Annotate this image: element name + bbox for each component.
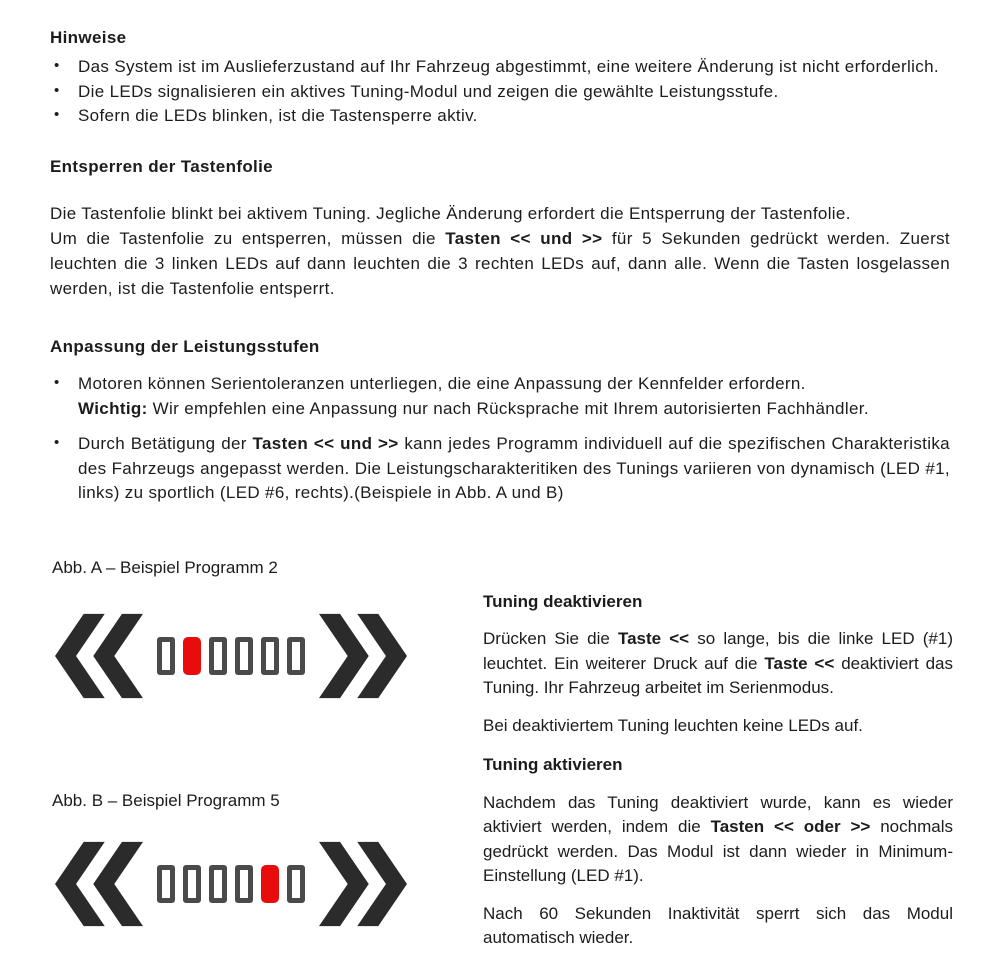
list-item bbox=[50, 80, 950, 105]
heading-tuning-deaktivieren: Tuning deaktivieren bbox=[483, 592, 643, 611]
led-row bbox=[157, 865, 305, 903]
bullet-text: Durch Betätigung der Tasten << und >> kann jedes Programm individuell auf die spezifischen Charakteristika des Fahrzeugs angepasst werden. Die Leistungscharakteritiken des Tunings variieren von dynamisch (LED #1, links) zu sportlich (LED #6, rechts).(Beispiele in Abb. A und B) bbox=[78, 433, 950, 503]
figure-a bbox=[55, 612, 407, 700]
bullet-list-hinweise bbox=[50, 55, 950, 129]
led-6 bbox=[287, 637, 305, 675]
list-item bbox=[50, 55, 950, 80]
led-row bbox=[157, 637, 305, 675]
figure-b-label: Abb. B – Beispiel Programm 5 bbox=[52, 791, 280, 810]
paragraph-auto-lock: Nach 60 Sekunden Inaktivität sperrt sich das Modul automatisch wieder. bbox=[483, 903, 953, 948]
list-item bbox=[50, 372, 950, 422]
led-5-active bbox=[261, 865, 279, 903]
section-heading-entsperren: Entsperren der Tastenfolie bbox=[50, 157, 273, 177]
paragraph-deactivate: Drücken Sie die Taste << so lange, bis die linke LED (#1) leuchtet. Ein weiterer Druck auf die Taste << deaktiviert das Tuning. Ihr Fahrzeug arbeitet im Serienmodus. bbox=[483, 629, 953, 698]
bullet-icon: • bbox=[54, 56, 60, 74]
paragraph-entsperren: Die Tastenfolie blinkt bei aktivem Tuning. Jegliche Änderung erfordert die Entsperrung der Tastenfolie. Um die Tastenfolie zu entsperren, müssen die Tasten << und >> für 5 Sekunden gedrückt werden. Zuerst leuchten die 3 linken LEDs auf dann leuchten die 3 rechten LEDs auf, dann alle. Wenn die Tasten losgelassen werden, ist die Tastenfolie entsperrt. bbox=[50, 204, 950, 298]
led-6 bbox=[287, 865, 305, 903]
heading-tuning-aktivieren: Tuning aktivieren bbox=[483, 755, 623, 775]
section-heading-hinweise: Hinweise bbox=[50, 28, 127, 47]
list-item bbox=[50, 432, 950, 506]
led-1 bbox=[157, 637, 175, 675]
double-chevron-right-icon bbox=[319, 612, 407, 700]
bullet-text: Sofern die LEDs blinken, ist die Tastensperre aktiv. bbox=[78, 106, 478, 126]
paragraph-activate: Nachdem das Tuning deaktiviert wurde, kann es wieder aktiviert werden, indem die Tasten << oder >> nochmals gedrückt werden. Das Modul ist dann wieder in Minimum-Einstellung (LED #1). bbox=[483, 792, 953, 886]
list-item bbox=[50, 104, 950, 129]
led-4 bbox=[235, 865, 253, 903]
double-chevron-right-icon bbox=[319, 840, 407, 928]
double-chevron-left-icon bbox=[55, 612, 143, 700]
bullet-text: Die LEDs signalisieren ein aktives Tuning-Modul und zeigen die gewählte Leistungsstufe. bbox=[78, 81, 779, 101]
led-3 bbox=[209, 865, 227, 903]
bullet-icon: • bbox=[54, 433, 60, 451]
bullet-list-anpassung bbox=[50, 372, 950, 506]
led-3 bbox=[209, 637, 227, 675]
figure-b bbox=[55, 840, 407, 928]
section-heading-anpassung: Anpassung der Leistungsstufen bbox=[50, 337, 320, 357]
right-column bbox=[483, 590, 953, 951]
bullet-text: Motoren können Serientoleranzen unterliegen, die eine Anpassung der Kennfelder erfordern. Wichtig: Wir empfehlen eine Anpassung nur nach Rücksprache mit Ihrem autorisierten Fachhändler. bbox=[78, 374, 869, 418]
figure-a-label: Abb. A – Beispiel Programm 2 bbox=[52, 558, 278, 577]
paragraph-no-leds: Bei deaktiviertem Tuning leuchten keine LEDs auf. bbox=[483, 715, 863, 735]
led-4 bbox=[235, 637, 253, 675]
bullet-icon: • bbox=[54, 81, 60, 99]
double-chevron-left-icon bbox=[55, 840, 143, 928]
bullet-text: Das System ist im Auslieferzustand auf Ihr Fahrzeug abgestimmt, eine weitere Änderung ist nicht erforderlich. bbox=[78, 56, 939, 76]
led-2-active bbox=[183, 637, 201, 675]
led-2 bbox=[183, 865, 201, 903]
bullet-icon: • bbox=[54, 106, 60, 124]
bullet-icon: • bbox=[54, 374, 60, 392]
main-content bbox=[50, 26, 950, 506]
led-1 bbox=[157, 865, 175, 903]
led-5 bbox=[261, 637, 279, 675]
